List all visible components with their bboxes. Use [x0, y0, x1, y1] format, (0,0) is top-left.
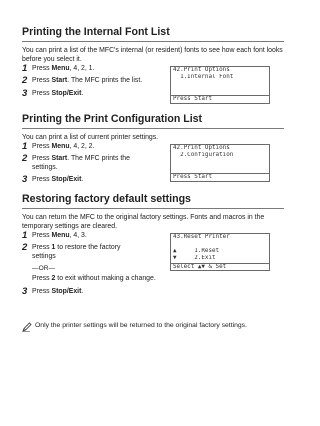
lcd-line: ▼ 2.Exit — [173, 255, 216, 262]
key-label: Stop/Exit — [51, 176, 82, 184]
key-label: Start — [51, 155, 68, 163]
lcd-status-line: Press Start — [171, 95, 269, 102]
key-label: Menu — [51, 65, 70, 72]
key-label: Start — [51, 77, 68, 85]
section-intro: You can print a list of current printer settings. — [22, 134, 159, 141]
step-number: 2 — [22, 242, 28, 254]
key-label: 2 — [51, 275, 56, 283]
section-internal-font-steps — [22, 63, 284, 113]
step-number: 1 — [22, 141, 28, 152]
note-callout — [22, 322, 284, 330]
step-item: 2 Press Start. The MFC prints the list. — [22, 75, 143, 87]
section-print-configuration — [22, 113, 284, 143]
step-number: 1 — [22, 63, 28, 74]
lcd-line: 1.Internal Font — [173, 74, 234, 81]
key-label: Stop/Exit — [51, 287, 82, 295]
lcd-status-line: Press Start — [171, 173, 269, 180]
lcd-display — [170, 66, 270, 104]
section-internal-font-list — [22, 26, 284, 64]
note-pencil-icon — [22, 322, 32, 332]
key-label: 1 — [51, 244, 56, 252]
step-number: 3 — [22, 87, 28, 99]
step-item: 3 Press Stop/Exit. — [22, 174, 84, 186]
step-item: 3 Press Stop/Exit. — [22, 87, 84, 99]
step-item: 1 Press Menu, 4, 2, 1. — [22, 63, 95, 74]
note-text: Only the printer settings will be returned to the original factory settings. — [35, 322, 247, 329]
step-number: 2 — [22, 153, 28, 165]
lcd-display — [170, 233, 270, 271]
section-heading: Printing the Print Configuration List — [22, 113, 284, 129]
lcd-line: 42.Print Options — [173, 145, 230, 151]
lcd-line: 42.Print Options — [173, 67, 230, 73]
section-print-configuration-steps — [22, 141, 284, 191]
step-item: 1 Press Menu, 4, 2, 2. — [22, 141, 95, 152]
section-intro: You can print a list of the MFC's internal (or resident) fonts to see how each font looks before you select it. — [22, 47, 283, 63]
step-number: 1 — [22, 230, 28, 241]
lcd-status-line: Select ▲▼ & Set — [171, 263, 269, 270]
lcd-line: ▲ 1.Reset — [173, 248, 220, 255]
step-item: 2 Press Start. The MFC prints the settings. — [22, 153, 130, 171]
step-number: 3 — [22, 285, 28, 297]
step-number: 2 — [22, 75, 28, 87]
lcd-line: 2.Configuration — [173, 152, 234, 159]
key-label: Menu — [51, 143, 70, 150]
section-restore-defaults — [22, 193, 284, 231]
lcd-line: 43.Reset Printer — [173, 234, 230, 240]
section-heading: Printing the Internal Font List — [22, 26, 284, 42]
step-item: 3 Press Stop/Exit. — [22, 285, 84, 297]
step-item: 2 Press 1 to restore the factory settings — [22, 242, 121, 260]
key-label: Stop/Exit — [51, 89, 82, 97]
step-number: 3 — [22, 174, 28, 186]
step-alternative: Press 2 to exit without making a change. — [32, 275, 156, 283]
lcd-display — [170, 144, 270, 182]
section-intro: You can return the MFC to the original factory settings. Fonts and macros in the temporary settings are cleared. — [22, 214, 265, 230]
or-separator: —OR— — [32, 265, 56, 273]
step-item: 1 Press Menu, 4, 3. — [22, 230, 87, 241]
section-heading: Restoring factory default settings — [22, 193, 284, 209]
key-label: Menu — [51, 232, 70, 239]
